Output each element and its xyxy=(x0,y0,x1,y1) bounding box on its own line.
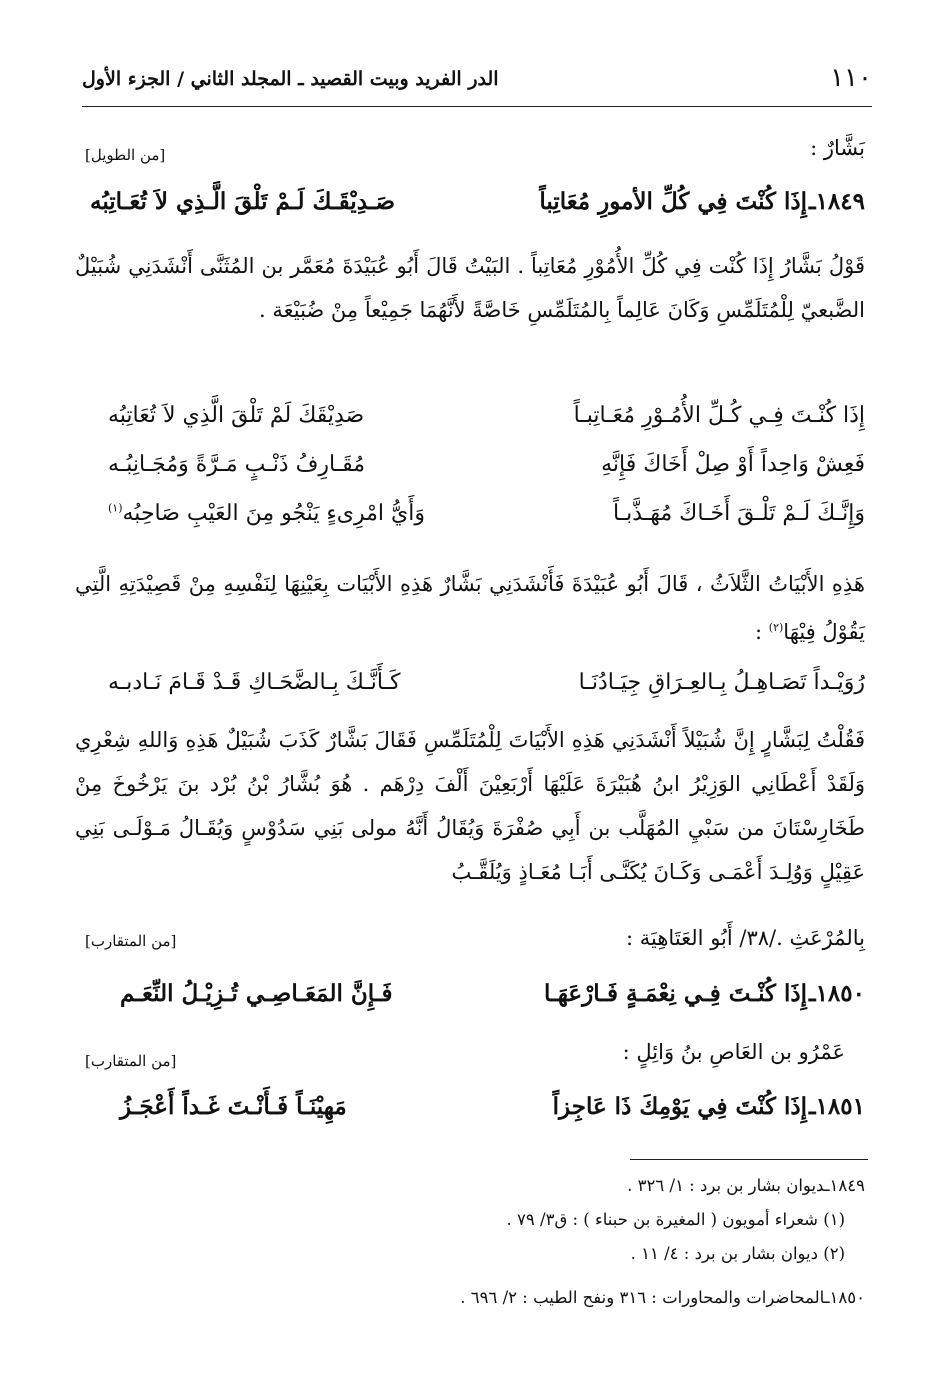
couplet-first: فَعِشْ وَاحِداً أَوْ صِلْ أَخَاكَ فَإِنَّهِ xyxy=(601,452,865,477)
poet-name: بَشَّارٌ : xyxy=(810,136,865,160)
footnote: (١) شعراء أمويون ( المغيرة بن حبناء ) : ق٣/ ٧٩ . xyxy=(506,1210,845,1229)
verse-second-hemistich: صَـدِيْقَـكَ لَـمْ تَلْقَ الَّـذِي لاَ تُعَـاتِبُه xyxy=(90,188,396,215)
commentary-paragraph: قَوْلُ بَشَّارُ إِذَا كُنْت فِي كُلِّ الأُمُوْرِ مُعَاتِباً . البَيْتُ قَالَ أَبُو عُبَيْدَةَ مُعَمَّر بن المُثَنَّى أَنْشَدَنِي شُبَيْلٌ الضَّبعيّ لِلْمُتَلَمِّسِ وَكَانَ عَالِماً بِالمُتَلَمِّسِ خَاصَّةً لأَنَّهُمَا جَمِيْعاً مِنْ ضُبَيْعَة . xyxy=(75,254,865,322)
commentary-text-end: : xyxy=(755,620,769,644)
header-divider xyxy=(82,106,872,107)
footnote: ١٨٥٠ـالمحاضرات والمحاورات : ٣١٦ ونفح الطيب : ٢/ ٦٩٦ . xyxy=(460,1288,865,1307)
running-title: الدر الفريد وبيت القصيد ـ المجلد الثاني / الجزء الأول xyxy=(82,68,499,90)
footnote-ref: (١) xyxy=(108,501,123,515)
couplet-second-with-note xyxy=(108,501,425,526)
meter-label: [من المتقارب] xyxy=(85,1052,177,1070)
verse-number: ١٨٤٩ـ xyxy=(808,188,865,215)
meter-label: [من المتقارب] xyxy=(85,932,177,950)
commentary-paragraph xyxy=(75,562,865,654)
footnote: ١٨٤٩ـديوان بشار بن برد : ١/ ٣٢٦ . xyxy=(627,1176,865,1195)
couplet-first: إِذَا كُنْـتَ فِـي كُـلِّ الأُمُـوْرِ مُعَـاتِبـاً xyxy=(573,403,865,428)
verse-first-hemistich: إِذَا كُنْتَ فِي يَوْمِكَ ذَا عَاجِزاً xyxy=(552,1093,807,1120)
verse-number: ١٨٥٠ـ xyxy=(808,980,865,1007)
verse-first-hemistich: إِذَا كُنْـتَ فِـي نِعْمَـةٍ فَـارْعَهَـا xyxy=(544,980,807,1007)
poet-name: عَمْرُو بن العَاصِ بنُ وَائِلٍ : xyxy=(622,1040,845,1064)
verse-second-hemistich: مَهِيْنَـاً فَـأَنْـتَ غَـداً أَعْجَـزُ xyxy=(120,1093,347,1120)
verse-first-hemistich: إِذَا كُنْتَ فِي كُلِّ الأمورِ مُعَاتِباً xyxy=(539,188,807,215)
commentary-text: هَذِهِ الأَبْيَاتُ الثَّلاَثُ ، قَالَ أَبُو عُبَيْدَةَ فَأَنْشَدَنِي بَشَّارٌ هَذِهِ الأَبْيَات بِعَيْنِهَا لِنَفْسِهِ مِنْ قَصِيْدَتِهِ الَّتِي يَقُوْلُ فِيْهَا xyxy=(75,572,865,644)
verse-number: ١٨٥١ـ xyxy=(808,1093,865,1120)
couplet-second: مُقَـارِفُ ذَنْـبٍ مَـرَّةً وَمُجَـانِبُـه xyxy=(108,452,366,477)
running-header xyxy=(82,62,872,102)
footnote: (٢) ديوان بشار بن برد : ٤/ ١١ . xyxy=(630,1244,845,1263)
commentary-paragraph: فَقُلْتُ لِبَشَّارٍ إِنَّ شُبَيْلاً أَنْشَدَنِي هَذِهِ الأَبْيَاتَ لِلْمُتَلَمِّسِ فَقَالَ بَشَّارٌ كَذَبَ شُبَيْلٌ هَذِهِ وَاللهِ شِعْرِي وَلَقَدْ أَعْطَانِي الوَزِيْرُ ابنُ هُبَيْرَةَ عَلَيْهَا أَرْبَعِيْنَ أَلْفَ دِرْهَم . هُوَ بُشَّارُ بْنُ بُرْد بنَ يَرْخُوخَ مِنْ طَخَارِسْتَانَ من سَبْيِ المُهَلَّب بن أَبِي صُفْرَةَ وَيُقَالُ أَنَّهُ مولى بَنِي سَدُوْسٍ وَيُقَـالُ مَـوْلَـى بَنِي عَقِيْلٍ وَوُلِـدَ أَعْمَـى وَكَـانَ يُكَنَّـى أَبَـا مُعَـاذٍ وَيُلَقَّـبُ xyxy=(75,728,865,884)
verse-second-hemistich: فَـإِنَّ المَعَـاصِـي تُـزِيْـلُ النِّعَـم xyxy=(120,980,393,1007)
footnote-ref: (٢) xyxy=(768,621,784,634)
couplet-second: صَدِيْقَكَ لَمْ تَلْقَ الَّذِي لاَ تُعَاتِبُه xyxy=(108,403,365,428)
meter-label: [من الطويل] xyxy=(85,146,166,164)
couplet-second: كَـأَنَّـكَ بِـالضَّحَـاكِ قَـدْ قَـامَ نَـادبـه xyxy=(108,670,401,695)
couplet-first: وَإِنَّـكَ لَـمْ تَلْـقَ أَخَـاكَ مُهَـذَّبـاً xyxy=(613,501,865,526)
couplet-first: رُوَيْـداً تَصَـاهِـلُ بِـالعِـرَاقِ جِيَـادُنَـا xyxy=(578,670,865,695)
page-number: ١١٠ xyxy=(830,63,872,93)
footnote-divider xyxy=(630,1159,868,1160)
commentary-last-line: بِالمُرْعَثِ ./٣٨/ أَبُو العَتَاهِيَة : xyxy=(626,926,865,950)
couplet-second: وَأَيُّ امْرِىءٍ يَنْجُو مِنَ العَيْبِ صَاحِبُه xyxy=(122,501,425,526)
